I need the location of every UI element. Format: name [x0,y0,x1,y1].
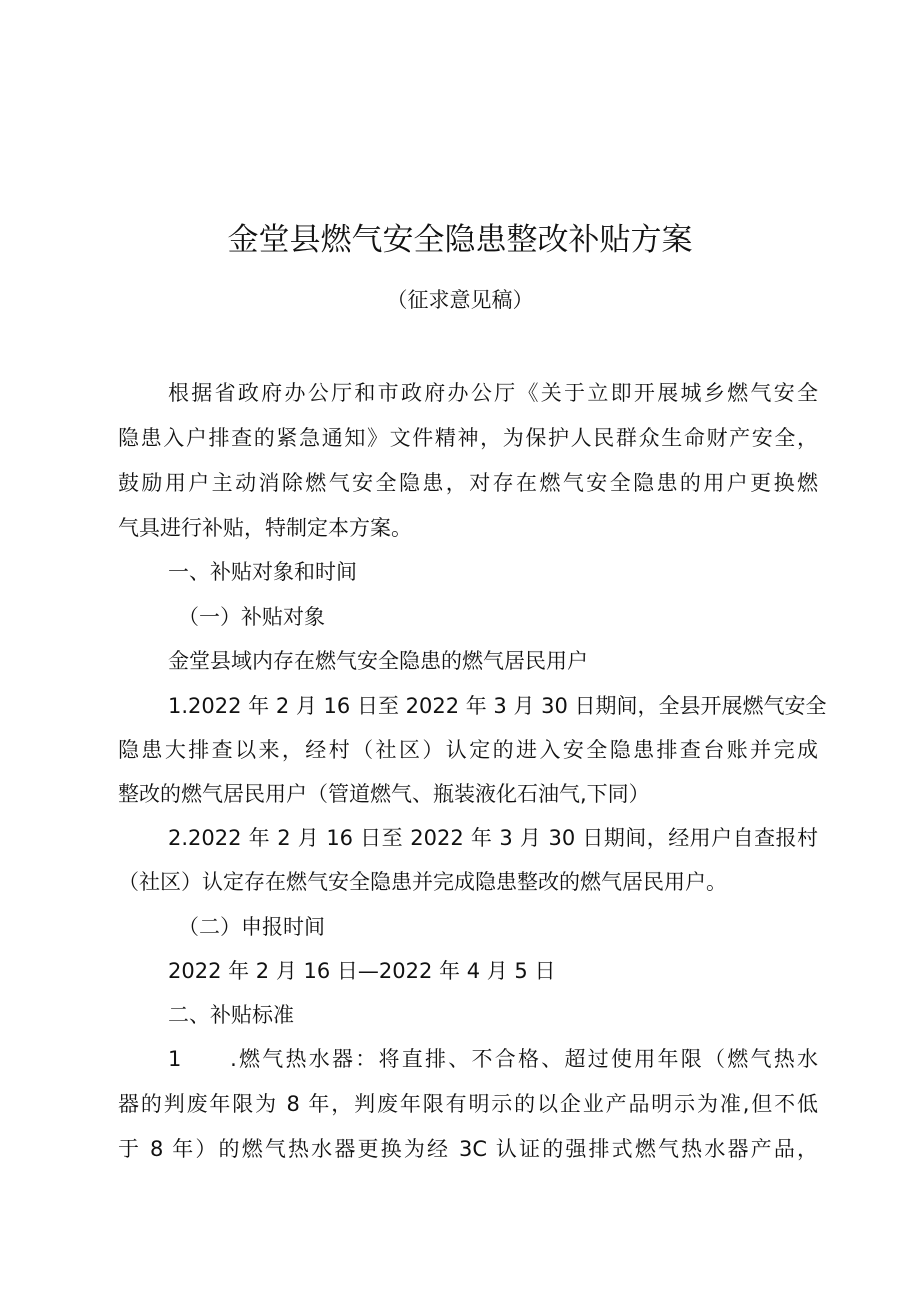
paragraph-line: 于 8 年）的燃气热水器更换为经 3C 认证的强排式燃气热水器产品， [118,1137,818,1161]
paragraph-line: 金堂县域内存在燃气安全隐患的燃气居民用户 [168,649,588,673]
paragraph-line: 1 .燃气热水器：将直排、不合格、超过使用年限（燃气热水 [168,1047,818,1071]
paragraph-line: 整改的燃气居民用户（管道燃气、瓶装液化石油气,下同） [118,782,650,806]
document-subtitle: （征求意见稿） [386,288,534,312]
paragraph-line: 2.2022 年 2 月 16 日至 2022 年 3 月 30 日期间，经用户自查报村 [168,826,818,850]
section-heading: 一、补贴对象和时间 [168,560,357,584]
paragraph-line: 隐患大排查以来，经村（社区）认定的进入安全隐患排查台账并完成 [118,738,818,762]
paragraph-line: 2022 年 2 月 16 日—2022 年 4 月 5 日 [168,959,556,983]
paragraph-line: 鼓励用户主动消除燃气安全隐患，对存在燃气安全隐患的用户更换燃 [118,471,818,495]
document-title: 金堂县燃气安全隐患整改补贴方案 [227,222,693,258]
paragraph-line: 器的判废年限为 8 年，判废年限有明示的以企业产品明示为准,但不低 [118,1092,818,1116]
paragraph-line: 隐患入户排查的紧急通知》文件精神，为保护人民群众生命财产安全， [118,426,818,450]
paragraph-line: （社区）认定存在燃气安全隐患并完成隐患整改的燃气居民用户。 [118,870,727,894]
section-heading: 二、补贴标准 [168,1003,294,1027]
subsection-heading: （二）申报时间 [178,915,325,939]
paragraph-line: 1.2022 年 2 月 16 日至 2022 年 3 月 30 日期间，全县开展燃气安全 [168,694,827,718]
paragraph-line: 气具进行补贴，特制定本方案。 [118,516,412,540]
paragraph-line: 根据省政府办公厅和市政府办公厅《关于立即开展城乡燃气安全 [168,381,818,405]
subsection-heading: （一）补贴对象 [178,605,325,629]
